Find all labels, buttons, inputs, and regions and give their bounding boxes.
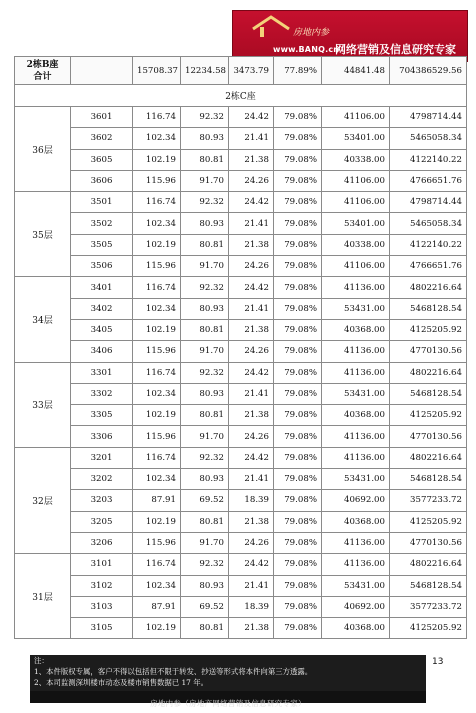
unit-number: 3201	[71, 447, 133, 468]
table-cell: 79.08%	[274, 469, 322, 490]
table-cell: 80.93	[181, 213, 229, 234]
house-logo-icon	[251, 15, 291, 41]
unit-number: 3405	[71, 319, 133, 340]
table-cell: 102.19	[133, 234, 181, 255]
table-cell: 4802216.64	[390, 362, 467, 383]
table-row	[15, 298, 467, 319]
table-row	[15, 149, 467, 170]
table-cell: 24.26	[229, 426, 274, 447]
unit-number: 3305	[71, 405, 133, 426]
table-cell: 79.08%	[274, 596, 322, 617]
table-cell: 79.08%	[274, 447, 322, 468]
table-row	[15, 490, 467, 511]
table-cell: 40368.00	[322, 511, 390, 532]
table-row	[15, 213, 467, 234]
unit-number: 3101	[71, 554, 133, 575]
table-cell: 41106.00	[322, 256, 390, 277]
sales-table	[14, 56, 467, 639]
unit-number: 3602	[71, 128, 133, 149]
unit-number: 3306	[71, 426, 133, 447]
table-cell: 5468128.54	[390, 383, 467, 404]
table-cell: 87.91	[133, 596, 181, 617]
table-cell: 21.41	[229, 213, 274, 234]
table-cell: 80.81	[181, 234, 229, 255]
summary-value: 44841.48	[322, 57, 390, 85]
table-cell: 40338.00	[322, 149, 390, 170]
unit-number: 3301	[71, 362, 133, 383]
table-cell: 53401.00	[322, 213, 390, 234]
table-row	[15, 170, 467, 191]
table-cell: 79.08%	[274, 298, 322, 319]
table-cell: 4802216.64	[390, 447, 467, 468]
table-cell: 18.39	[229, 490, 274, 511]
summary-row	[15, 57, 467, 85]
unit-number: 3502	[71, 213, 133, 234]
table-cell: 102.19	[133, 405, 181, 426]
table-cell: 21.38	[229, 618, 274, 639]
table-cell: 24.42	[229, 362, 274, 383]
table-cell: 102.19	[133, 511, 181, 532]
table-cell: 102.34	[133, 213, 181, 234]
table-row	[15, 405, 467, 426]
floor-label: 32层	[15, 447, 71, 553]
note-line: 2、本司监测深圳楼市动态及楼市销售数据已 17 年。	[34, 678, 209, 687]
table-cell: 40368.00	[322, 618, 390, 639]
table-cell: 41136.00	[322, 426, 390, 447]
table-row	[15, 362, 467, 383]
table-cell: 40692.00	[322, 596, 390, 617]
table-cell: 4798714.44	[390, 107, 467, 128]
table-row	[15, 277, 467, 298]
table-cell: 41136.00	[322, 447, 390, 468]
table-cell: 53431.00	[322, 383, 390, 404]
table-cell: 79.08%	[274, 213, 322, 234]
table-cell: 21.38	[229, 319, 274, 340]
table-cell: 80.93	[181, 298, 229, 319]
table-cell: 79.08%	[274, 107, 322, 128]
table-cell: 79.08%	[274, 319, 322, 340]
table-cell: 79.08%	[274, 405, 322, 426]
summary-label: 2栋B座 合计	[15, 57, 71, 85]
table-cell: 91.70	[181, 341, 229, 362]
floor-label: 34层	[15, 277, 71, 362]
table-cell: 79.08%	[274, 277, 322, 298]
table-cell: 41106.00	[322, 107, 390, 128]
header-banner	[232, 10, 468, 62]
table-row	[15, 426, 467, 447]
floor-label: 31层	[15, 554, 71, 639]
table-cell: 40368.00	[322, 319, 390, 340]
section-title: 2栋C座	[15, 85, 467, 107]
unit-number: 3601	[71, 107, 133, 128]
table-cell: 4125205.92	[390, 511, 467, 532]
table-cell: 116.74	[133, 107, 181, 128]
unit-number: 3206	[71, 532, 133, 553]
table-cell: 115.96	[133, 341, 181, 362]
logo-text: 房地内参	[293, 28, 330, 38]
table-cell: 3577233.72	[390, 490, 467, 511]
unit-number: 3501	[71, 192, 133, 213]
unit-number: 3105	[71, 618, 133, 639]
table-cell: 91.70	[181, 170, 229, 191]
table-cell: 21.41	[229, 128, 274, 149]
table-cell: 24.42	[229, 192, 274, 213]
table-cell: 80.81	[181, 149, 229, 170]
table-cell: 116.74	[133, 362, 181, 383]
table-cell: 91.70	[181, 532, 229, 553]
table-cell: 4125205.92	[390, 618, 467, 639]
table-cell: 41136.00	[322, 277, 390, 298]
table-cell: 21.38	[229, 234, 274, 255]
table-cell: 87.91	[133, 490, 181, 511]
table-cell: 4802216.64	[390, 554, 467, 575]
table-cell: 4122140.22	[390, 149, 467, 170]
table-cell: 79.08%	[274, 362, 322, 383]
table-cell: 4770130.56	[390, 426, 467, 447]
table-cell: 80.93	[181, 469, 229, 490]
table-cell: 24.26	[229, 532, 274, 553]
table-cell: 79.08%	[274, 128, 322, 149]
table-cell: 40692.00	[322, 490, 390, 511]
table-cell: 4802216.64	[390, 277, 467, 298]
table-cell: 92.32	[181, 362, 229, 383]
table-cell: 5468128.54	[390, 298, 467, 319]
table-cell: 102.34	[133, 383, 181, 404]
table-cell: 79.08%	[274, 341, 322, 362]
table-cell: 24.42	[229, 554, 274, 575]
table-cell: 80.93	[181, 383, 229, 404]
table-cell: 102.34	[133, 575, 181, 596]
table-cell: 4766651.76	[390, 256, 467, 277]
table-cell: 3577233.72	[390, 596, 467, 617]
table-row	[15, 383, 467, 404]
footer-text: 房地内参（房地产网络营销及信息研究专家）	[150, 699, 306, 708]
table-cell: 40368.00	[322, 405, 390, 426]
table-row	[15, 107, 467, 128]
table-cell: 115.96	[133, 170, 181, 191]
unit-number: 3506	[71, 256, 133, 277]
table-cell: 18.39	[229, 596, 274, 617]
table-cell: 53431.00	[322, 298, 390, 319]
table-cell: 4798714.44	[390, 192, 467, 213]
table-cell: 102.34	[133, 298, 181, 319]
table-cell: 79.08%	[274, 192, 322, 213]
table-row	[15, 532, 467, 553]
unit-number: 3402	[71, 298, 133, 319]
table-cell: 79.08%	[274, 575, 322, 596]
table-cell: 69.52	[181, 490, 229, 511]
unit-number: 3605	[71, 149, 133, 170]
unit-number: 3302	[71, 383, 133, 404]
table-cell: 69.52	[181, 596, 229, 617]
table-cell: 80.81	[181, 511, 229, 532]
table-cell: 102.34	[133, 469, 181, 490]
summary-blank	[71, 57, 133, 85]
table-cell: 115.96	[133, 532, 181, 553]
table-row	[15, 319, 467, 340]
table-row	[15, 554, 467, 575]
table-cell: 91.70	[181, 256, 229, 277]
table-cell: 41136.00	[322, 554, 390, 575]
table-cell: 92.32	[181, 447, 229, 468]
table-cell: 24.42	[229, 277, 274, 298]
table-cell: 92.32	[181, 192, 229, 213]
table-row	[15, 469, 467, 490]
table-cell: 53431.00	[322, 575, 390, 596]
unit-number: 3406	[71, 341, 133, 362]
table-cell: 4770130.56	[390, 341, 467, 362]
table-cell: 79.08%	[274, 170, 322, 191]
table-cell: 24.26	[229, 170, 274, 191]
unit-number: 3102	[71, 575, 133, 596]
table-cell: 41106.00	[322, 192, 390, 213]
table-cell: 80.93	[181, 128, 229, 149]
table-cell: 21.38	[229, 405, 274, 426]
notes-title: 注：	[34, 656, 49, 665]
summary-value: 77.89%	[274, 57, 322, 85]
unit-number: 3606	[71, 170, 133, 191]
table-cell: 21.38	[229, 511, 274, 532]
table-cell: 116.74	[133, 277, 181, 298]
table-cell: 5465058.34	[390, 213, 467, 234]
table-cell: 79.08%	[274, 490, 322, 511]
table-cell: 21.41	[229, 383, 274, 404]
table-cell: 53431.00	[322, 469, 390, 490]
table-row	[15, 192, 467, 213]
section-row	[15, 85, 467, 107]
table-cell: 24.42	[229, 447, 274, 468]
table-cell: 41136.00	[322, 341, 390, 362]
table-cell: 21.41	[229, 298, 274, 319]
table-cell: 21.38	[229, 149, 274, 170]
unit-number: 3103	[71, 596, 133, 617]
table-row	[15, 575, 467, 596]
table-cell: 92.32	[181, 554, 229, 575]
floor-label: 36层	[15, 107, 71, 192]
table-cell: 5465058.34	[390, 128, 467, 149]
floor-label: 33层	[15, 362, 71, 447]
table-cell: 79.08%	[274, 554, 322, 575]
summary-value: 15708.37	[133, 57, 181, 85]
table-cell: 21.41	[229, 575, 274, 596]
table-cell: 115.96	[133, 426, 181, 447]
note-line: 1、本件版权专属，客户不得以包括但不限于转发、抄送等形式将本件向第三方透露。	[34, 667, 313, 676]
table-cell: 79.08%	[274, 383, 322, 404]
notes-box	[30, 655, 426, 691]
table-row	[15, 256, 467, 277]
unit-number: 3505	[71, 234, 133, 255]
table-cell: 21.41	[229, 469, 274, 490]
table-cell: 41136.00	[322, 362, 390, 383]
table-cell: 80.81	[181, 319, 229, 340]
table-cell: 4122140.22	[390, 234, 467, 255]
table-row	[15, 234, 467, 255]
table-row	[15, 596, 467, 617]
table-cell: 102.19	[133, 618, 181, 639]
table-cell: 79.08%	[274, 618, 322, 639]
table-cell: 24.26	[229, 341, 274, 362]
table-row	[15, 128, 467, 149]
table-cell: 102.34	[133, 128, 181, 149]
table-cell: 24.26	[229, 256, 274, 277]
table-cell: 116.74	[133, 554, 181, 575]
table-cell: 24.42	[229, 107, 274, 128]
table-cell: 80.93	[181, 575, 229, 596]
table-row	[15, 447, 467, 468]
unit-number: 3401	[71, 277, 133, 298]
table-cell: 102.19	[133, 149, 181, 170]
table-cell: 79.08%	[274, 234, 322, 255]
table-row	[15, 511, 467, 532]
unit-number: 3203	[71, 490, 133, 511]
table-cell: 102.19	[133, 319, 181, 340]
table-cell: 41136.00	[322, 532, 390, 553]
table-cell: 80.81	[181, 405, 229, 426]
summary-value: 3473.79	[229, 57, 274, 85]
table-cell: 79.08%	[274, 426, 322, 447]
table-cell: 5468128.54	[390, 469, 467, 490]
table-cell: 92.32	[181, 107, 229, 128]
table-cell: 79.08%	[274, 149, 322, 170]
table-cell: 116.74	[133, 447, 181, 468]
banner-slogan: 网络营销及信息研究专家	[335, 43, 456, 56]
unit-number: 3205	[71, 511, 133, 532]
page-number: 13	[432, 657, 444, 667]
table-cell: 4770130.56	[390, 532, 467, 553]
table-cell: 41106.00	[322, 170, 390, 191]
table-cell: 4125205.92	[390, 319, 467, 340]
table-cell: 79.08%	[274, 532, 322, 553]
table-cell: 80.81	[181, 618, 229, 639]
table-row	[15, 341, 467, 362]
table-cell: 53401.00	[322, 128, 390, 149]
summary-value: 12234.58	[181, 57, 229, 85]
table-cell: 4766651.76	[390, 170, 467, 191]
table-cell: 116.74	[133, 192, 181, 213]
table-cell: 4125205.92	[390, 405, 467, 426]
table-cell: 40338.00	[322, 234, 390, 255]
table-cell: 5468128.54	[390, 575, 467, 596]
table-cell: 92.32	[181, 277, 229, 298]
summary-value: 704386529.56	[390, 57, 467, 85]
unit-number: 3202	[71, 469, 133, 490]
footer-bar	[30, 691, 426, 708]
table-cell: 115.96	[133, 256, 181, 277]
floor-label: 35层	[15, 192, 71, 277]
table-cell: 79.08%	[274, 256, 322, 277]
table-cell: 79.08%	[274, 511, 322, 532]
site-url: www.BANQ.cn	[273, 45, 340, 54]
table-cell: 91.70	[181, 426, 229, 447]
table-row	[15, 618, 467, 639]
